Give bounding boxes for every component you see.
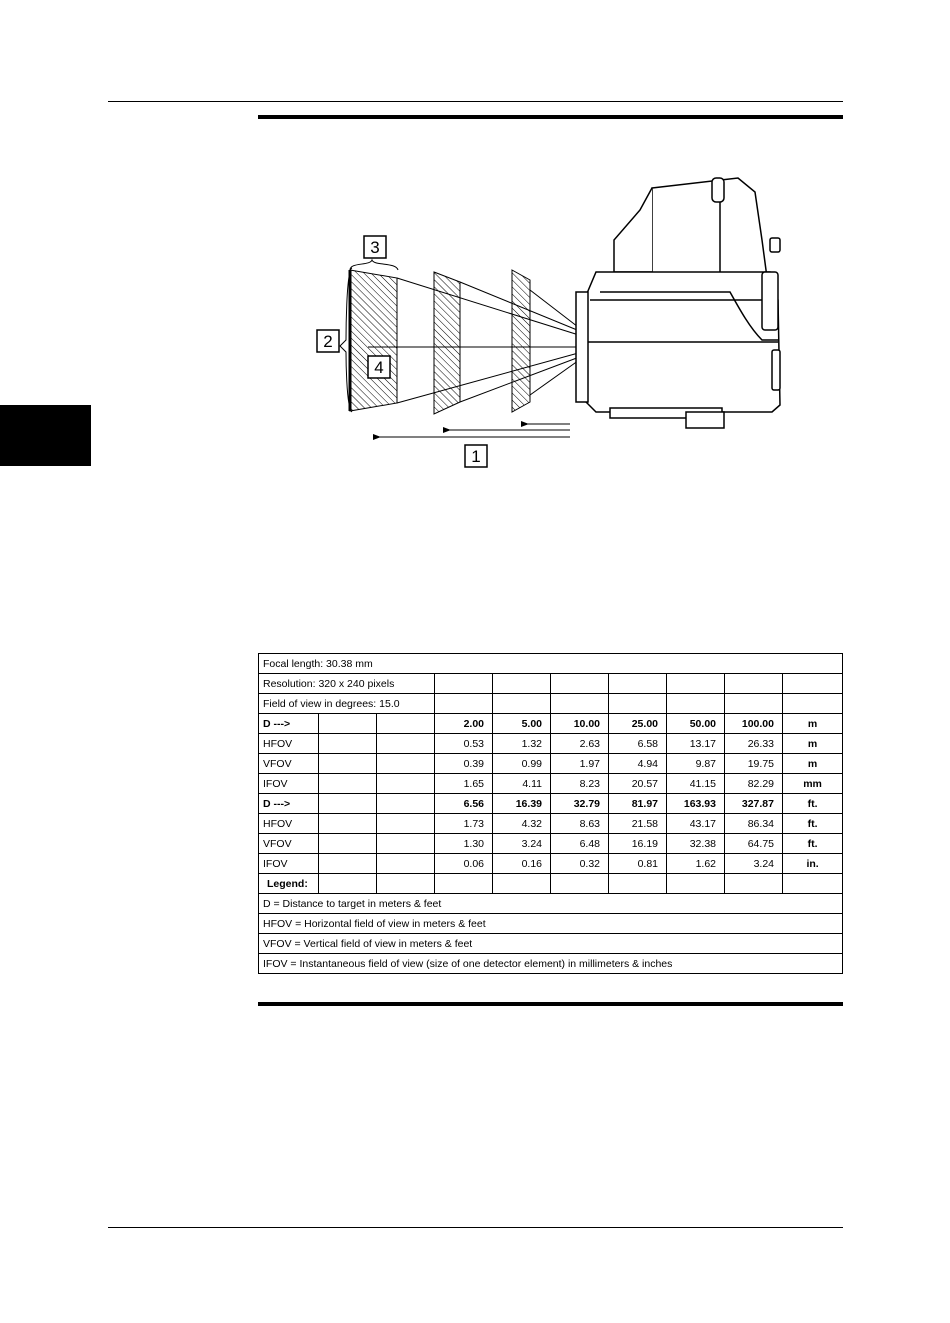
- section-bottom-rule: [258, 1002, 843, 1006]
- focal-length-cell: Focal length: 30.38 mm: [259, 654, 843, 674]
- table-row: [259, 734, 843, 754]
- camera-illustration: [576, 178, 780, 428]
- value-cell: 1.32: [493, 734, 551, 754]
- value-cell: 2.63: [551, 734, 609, 754]
- value-cell: 32.38: [667, 834, 725, 854]
- unit-cell: ft.: [783, 794, 843, 814]
- value-cell: 0.81: [609, 854, 667, 874]
- row-label: VFOV: [259, 754, 319, 774]
- row-label: IFOV: [259, 854, 319, 874]
- legend-title: Legend:: [259, 874, 319, 894]
- row-label: IFOV: [259, 774, 319, 794]
- legend-row: [259, 894, 843, 914]
- empty-cell: [319, 774, 377, 794]
- value-cell: 0.16: [493, 854, 551, 874]
- value-cell: 100.00: [725, 714, 783, 734]
- value-cell: 327.87: [725, 794, 783, 814]
- empty-cell: [377, 794, 435, 814]
- empty-cell: [377, 734, 435, 754]
- empty-cell: [609, 874, 667, 894]
- row-label: HFOV: [259, 734, 319, 754]
- fov-degrees-row: [259, 694, 843, 714]
- value-cell: 1.30: [435, 834, 493, 854]
- empty-cell: [319, 874, 377, 894]
- value-cell: 4.32: [493, 814, 551, 834]
- row-label: D --->: [259, 794, 319, 814]
- callout-1: [465, 445, 487, 467]
- target-plane-far: [350, 270, 397, 411]
- unit-cell: m: [783, 754, 843, 774]
- legend-title-row: [259, 874, 843, 894]
- legend-text: D = Distance to target in meters & feet: [259, 894, 843, 914]
- value-cell: 10.00: [551, 714, 609, 734]
- fov-degrees-cell: Field of view in degrees: 15.0: [259, 694, 435, 714]
- empty-cell: [319, 854, 377, 874]
- empty-cell: [377, 754, 435, 774]
- chapter-side-tab: [0, 405, 91, 466]
- horizontal-size-brace: [350, 260, 398, 270]
- value-cell: 8.23: [551, 774, 609, 794]
- resolution-cell: Resolution: 320 x 240 pixels: [259, 674, 435, 694]
- legend-text: IFOV = Instantaneous field of view (size of one detector element) in millimeters & inches: [259, 954, 843, 974]
- svg-text:1: 1: [471, 447, 481, 466]
- value-cell: 6.56: [435, 794, 493, 814]
- legend-text: HFOV = Horizontal field of view in meters & feet: [259, 914, 843, 934]
- callout-3: [364, 236, 386, 258]
- value-cell: 0.99: [493, 754, 551, 774]
- value-cell: 5.00: [493, 714, 551, 734]
- value-cell: 1.73: [435, 814, 493, 834]
- legend-row: [259, 954, 843, 974]
- empty-cell: [319, 714, 377, 734]
- value-cell: 0.53: [435, 734, 493, 754]
- empty-cell: [319, 834, 377, 854]
- value-cell: 0.06: [435, 854, 493, 874]
- value-cell: 13.17: [667, 734, 725, 754]
- callout-2: [317, 330, 339, 352]
- value-cell: 3.24: [493, 834, 551, 854]
- value-cell: 20.57: [609, 774, 667, 794]
- value-cell: 50.00: [667, 714, 725, 734]
- empty-cell: [319, 794, 377, 814]
- value-cell: 26.33: [725, 734, 783, 754]
- value-cell: 21.58: [609, 814, 667, 834]
- unit-cell: ft.: [783, 834, 843, 854]
- value-cell: 4.94: [609, 754, 667, 774]
- row-label: HFOV: [259, 814, 319, 834]
- unit-cell: mm: [783, 774, 843, 794]
- empty-cell: [377, 834, 435, 854]
- value-cell: 8.63: [551, 814, 609, 834]
- empty-cell: [493, 874, 551, 894]
- target-plane-near: [512, 270, 530, 412]
- empty-cell: [377, 714, 435, 734]
- unit-cell: m: [783, 714, 843, 734]
- svg-text:4: 4: [374, 358, 384, 377]
- empty-cell: [377, 774, 435, 794]
- table-row: [259, 774, 843, 794]
- svg-text:3: 3: [370, 238, 380, 257]
- row-label: D --->: [259, 714, 319, 734]
- legend-text: VFOV = Vertical field of view in meters & feet: [259, 934, 843, 954]
- empty-cell: [377, 814, 435, 834]
- resolution-row: [259, 674, 843, 694]
- empty-cell: [377, 874, 435, 894]
- table-row: [259, 854, 843, 874]
- value-cell: 4.11: [493, 774, 551, 794]
- value-cell: 163.93: [667, 794, 725, 814]
- empty-cell: [725, 874, 783, 894]
- value-cell: 1.65: [435, 774, 493, 794]
- empty-cell: [435, 874, 493, 894]
- section-top-rule: [258, 115, 843, 119]
- value-cell: 6.48: [551, 834, 609, 854]
- value-cell: 19.75: [725, 754, 783, 774]
- empty-cell: [319, 814, 377, 834]
- row-label: VFOV: [259, 834, 319, 854]
- unit-cell: m: [783, 734, 843, 754]
- svg-text:2: 2: [323, 332, 333, 351]
- value-cell: 25.00: [609, 714, 667, 734]
- value-cell: 9.87: [667, 754, 725, 774]
- footer-rule: [108, 1227, 843, 1228]
- value-cell: 16.19: [609, 834, 667, 854]
- value-cell: 1.62: [667, 854, 725, 874]
- empty-cell: [319, 734, 377, 754]
- focal-length-row: [259, 654, 843, 674]
- value-cell: 43.17: [667, 814, 725, 834]
- field-of-view-table: [258, 653, 843, 974]
- table-row: [259, 714, 843, 734]
- table-row: [259, 754, 843, 774]
- value-cell: 3.24: [725, 854, 783, 874]
- table-row: [259, 834, 843, 854]
- value-cell: 86.34: [725, 814, 783, 834]
- callout-4: [368, 356, 390, 378]
- legend-row: [259, 934, 843, 954]
- value-cell: 82.29: [725, 774, 783, 794]
- fov-lines: [368, 278, 582, 403]
- distance-arrows: [380, 424, 570, 437]
- header-rule: [108, 101, 843, 102]
- value-cell: 2.00: [435, 714, 493, 734]
- unit-cell: in.: [783, 854, 843, 874]
- legend-row: [259, 914, 843, 934]
- table-row: [259, 814, 843, 834]
- field-of-view-figure: [300, 160, 820, 480]
- unit-cell: ft.: [783, 814, 843, 834]
- table-row: [259, 794, 843, 814]
- value-cell: 16.39: [493, 794, 551, 814]
- empty-cell: [319, 754, 377, 774]
- empty-cell: [783, 874, 843, 894]
- empty-cell: [377, 854, 435, 874]
- value-cell: 6.58: [609, 734, 667, 754]
- value-cell: 0.39: [435, 754, 493, 774]
- value-cell: 0.32: [551, 854, 609, 874]
- value-cell: 41.15: [667, 774, 725, 794]
- value-cell: 81.97: [609, 794, 667, 814]
- value-cell: 1.97: [551, 754, 609, 774]
- empty-cell: [667, 874, 725, 894]
- value-cell: 64.75: [725, 834, 783, 854]
- value-cell: 32.79: [551, 794, 609, 814]
- empty-cell: [551, 874, 609, 894]
